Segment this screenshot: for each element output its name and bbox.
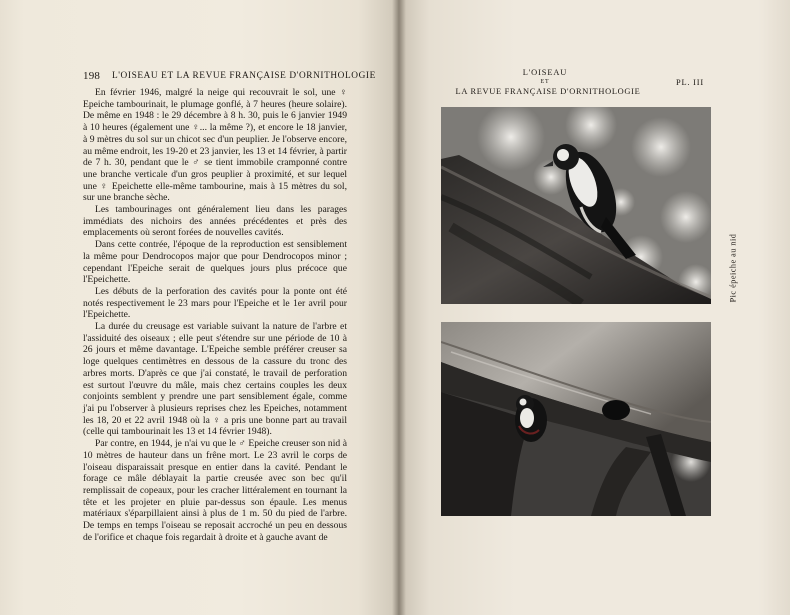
- photo-woodpecker-at-nest-hole: [441, 322, 711, 516]
- page-number: 198: [83, 70, 101, 82]
- plate-caption: Pic épeiche au nid: [728, 233, 738, 303]
- paragraph: Par contre, en 1944, je n'ai vu que le ♂ Epeiche creuser son nid à 10 mètres de hauteur dans un frêne mort. Le 23 avril le corps de l'oiseau disparaissait presque en entier dans la cavité. Pendant le forage ce mâle déblayait la partie creusée avec son bec qu'il remplissait de copeaux, pour les cracher littéralement en tournant la tête et les projeter en pluie par-dessus son épaule. Les menus matériaux s'éparpillaient ainsi à plus de 1 m. 50 du pied de l'arbre. De temps en temps l'oiseau se reposait accroché un peu en dessous de l'orifice et chaque fois regardait à droite et à gauche avant de: [83, 438, 347, 543]
- plate-running-head-conjunction: ET: [540, 79, 550, 85]
- plate-running-head-subtitle: LA REVUE FRANÇAISE D'ORNITHOLOGIE: [455, 87, 641, 96]
- running-head: L'OISEAU ET LA REVUE FRANÇAISE D'ORNITHOLOGIE: [112, 71, 376, 81]
- book-gutter: [392, 0, 406, 615]
- paragraph: Les tambourinages ont généralement lieu dans les parages immédiats des nichoirs des années précédentes et près des emplacements où seront forées de nouvelles cavités.: [83, 204, 347, 239]
- paragraph: Dans cette contrée, l'époque de la reproduction est sensiblement la même pour Dendrocopos major que pour Dendrocopos minor ; cependant l'Epeiche serait de quelques jours plus précoce que l'Epeichette.: [83, 239, 347, 286]
- plate-running-head-title: L'OISEAU: [522, 68, 568, 77]
- paragraph: En février 1946, malgré la neige qui recouvrait le sol, une ♀ Epeiche tambourinait, le plumage gonflé, à 7 heures (heure solaire). De même en 1948 : le 29 décembre à 8 h. 30, puis le 6 janvier 1949 à 10 heures (également une ♀... la même ?), et encore le 18 janvier, à 9 mètres du sol sur un chicot sec d'un peuplier. Je l'observe encore, au même endroit, les 19-20 et 23 janvier, les 13 et 14 février, à partir de 7 h. 30, pendant que le ♂ se tient immobile cramponné contre une branche verticale d'un gros peuplier à proximité, et sur lequel une ♀ Epeichette elle-même tambourine, mais à 15 mètres du sol, sur une branche sèche.: [83, 87, 347, 204]
- body-text: [83, 87, 347, 543]
- paragraph: La durée du creusage est variable suivant la nature de l'arbre et l'assiduité des oiseaux ; elle peut s'étendre sur une période de 10 à 26 jours et même davantage. L'Epeiche semble préférer creuser sa loge quelques centimètres en dessous de la cassure du tronc des arbres morts. D'après ce que j'ai constaté, le travail de perforation est surtout l'œuvre du mâle, mais chez certains couples les deux conjoints semblent y prendre une part sensiblement égale, comme j'ai pu l'observer à plusieurs reprises chez les Epeiches, notamment les 18, 20 et 22 avril 1948 où la ♀ a pris une bonne part au travail (celle qui tambourinait les 13 et 14 février 1948).: [83, 321, 347, 438]
- photo-woodpecker-on-branch: [441, 107, 711, 304]
- plate-label: PL. III: [676, 78, 704, 87]
- paragraph: Les débuts de la perforation des cavités pour la ponte ont été notés respectivement le 23 mars pour l'Epeiche et le 1er avril pour l'Epeichette.: [83, 285, 347, 321]
